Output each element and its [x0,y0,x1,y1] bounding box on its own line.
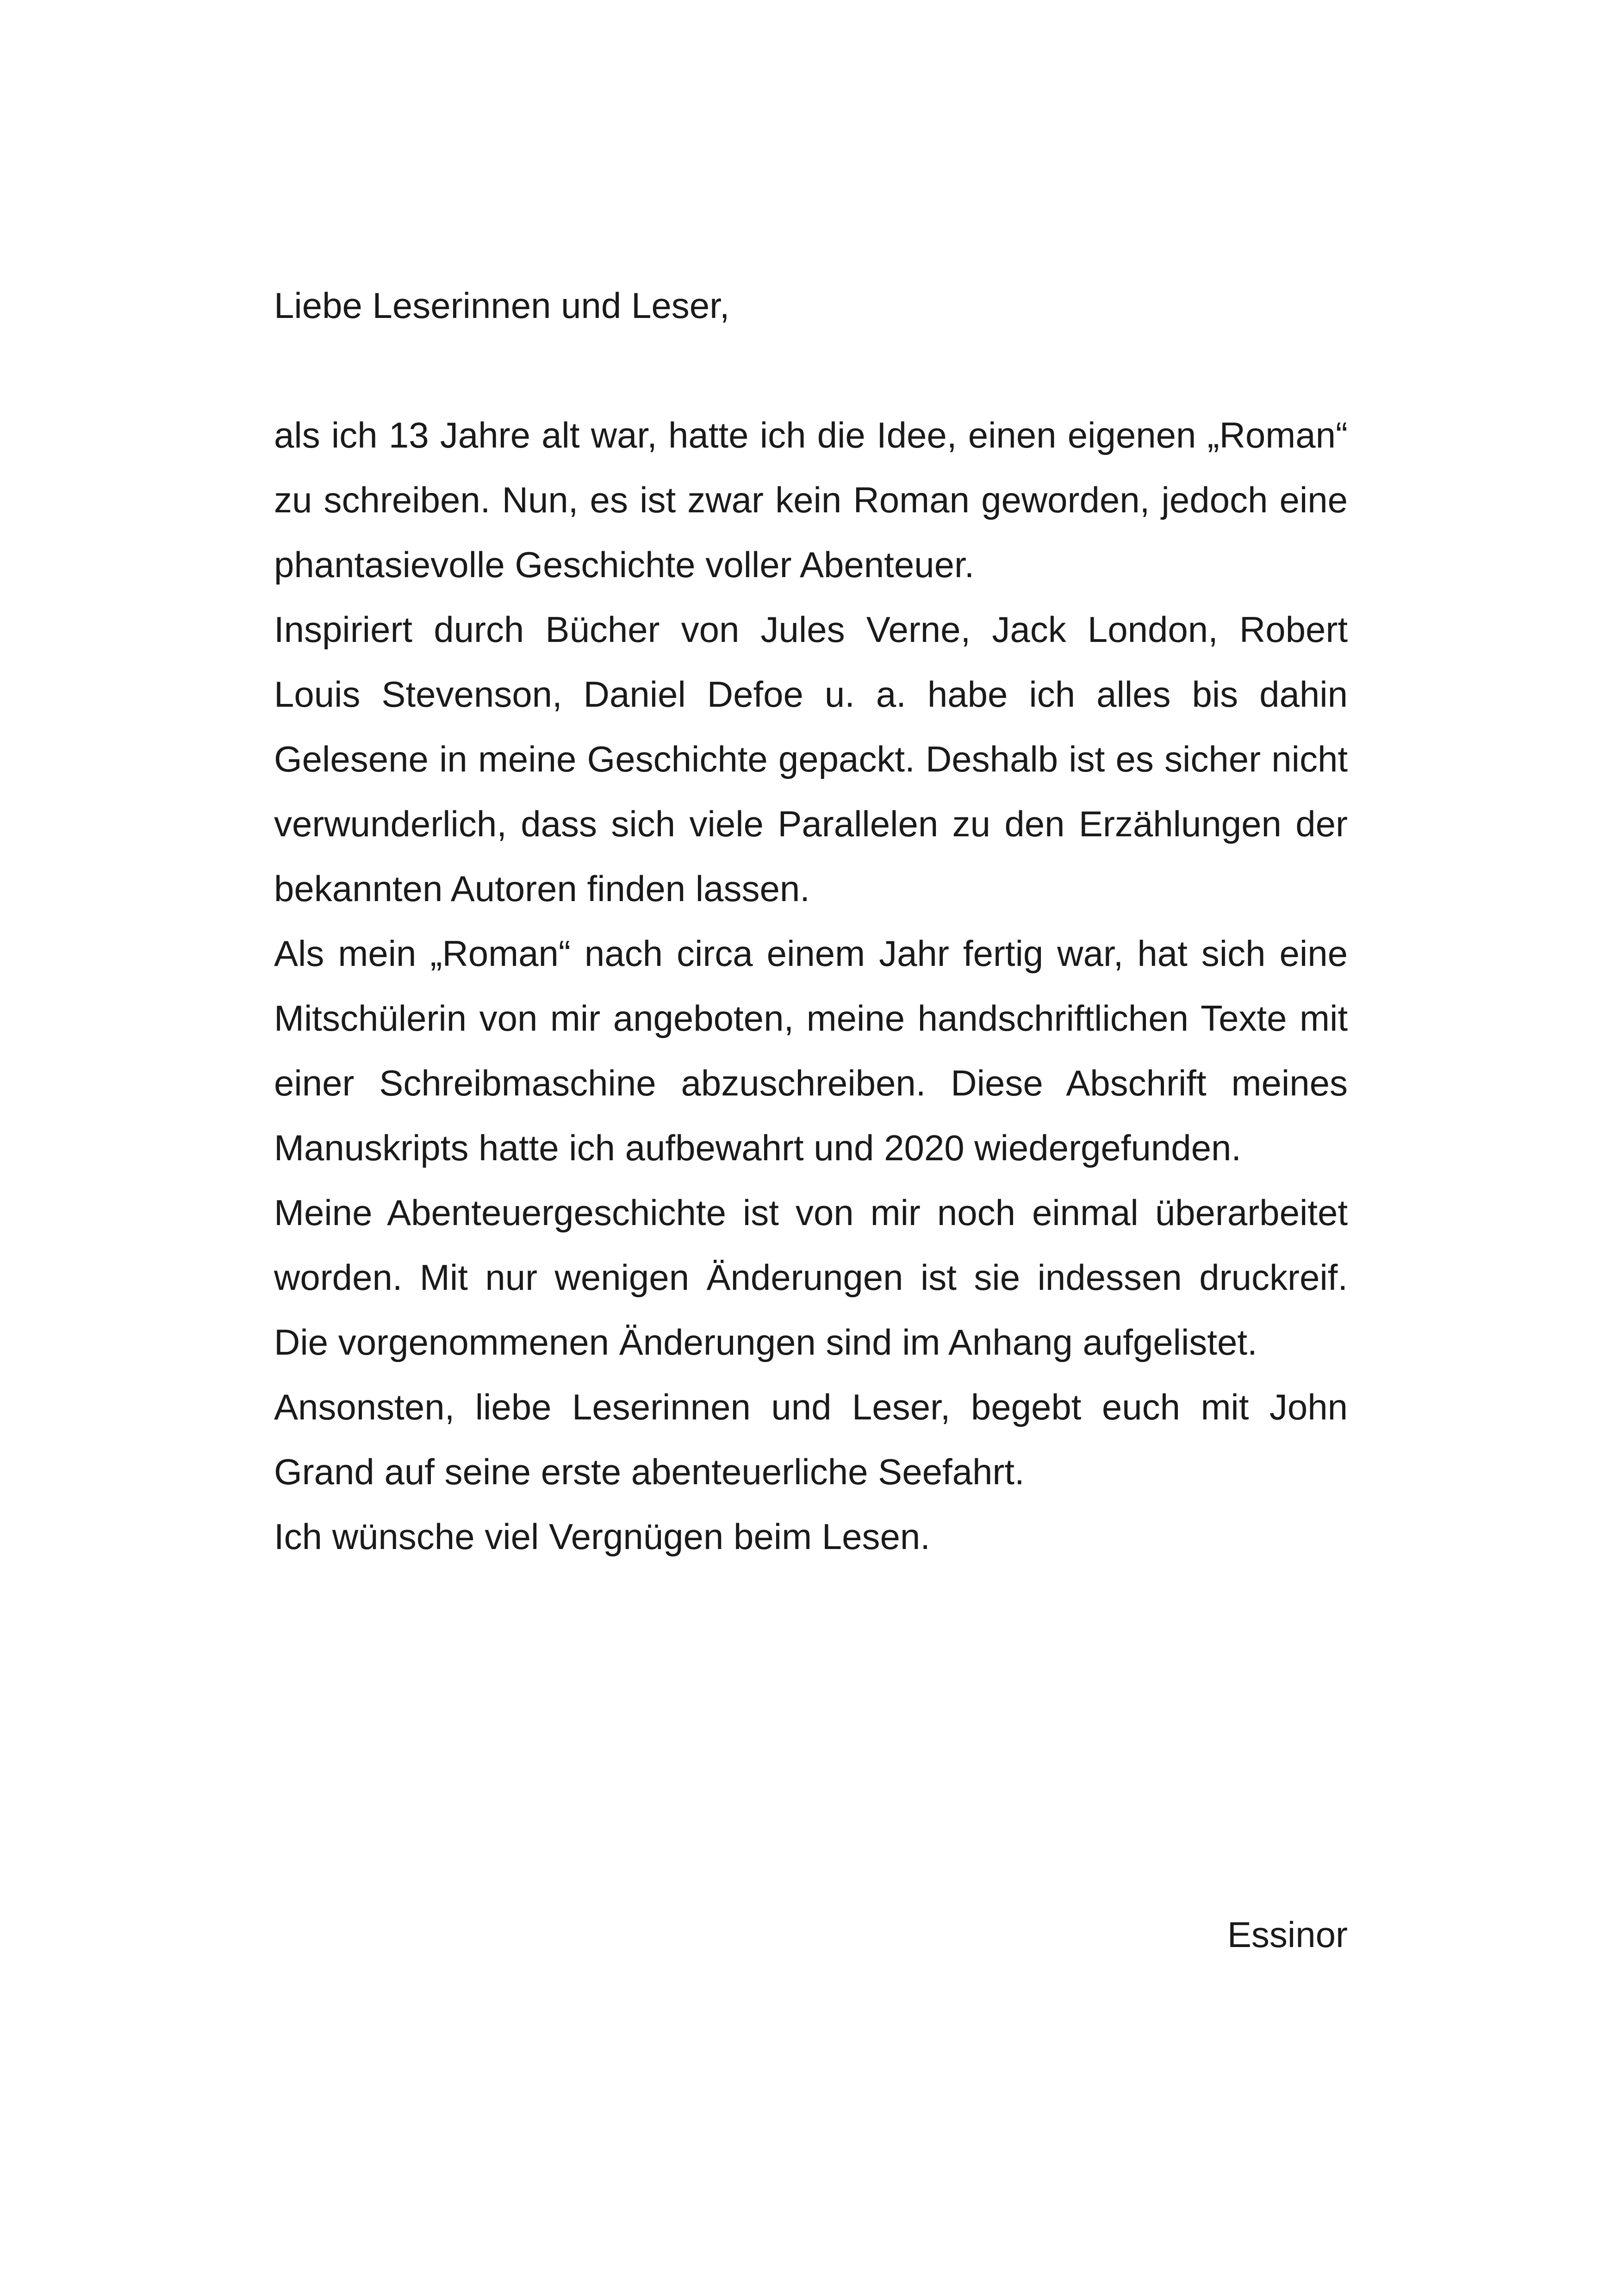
paragraph: Meine Abenteuergeschichte ist von mir noch einmal überarbeitet worden. Mit nur wenigen Änderungen ist sie indessen druckreif. Die vorgenommenen Änderungen sind im Anhang aufgelistet. [274,1192,1348,1363]
paragraph: Ich wünsche viel Vergnügen beim Lesen. [274,1516,930,1557]
letter-body [274,403,1348,1569]
salutation: Liebe Leserinnen und Leser, [274,285,730,326]
paragraph: Inspiriert durch Bücher von Jules Verne, Jack London, Robert Louis Stevenson, Daniel Defoe u. a. habe ich alles bis dahin Gelesene in meine Geschichte gepackt. Deshalb ist es sicher nicht verwunderlich, dass sich viele Parallelen zu den Erzählungen der bekannten Autoren finden lassen. [274,609,1348,909]
paragraph: Als mein „Roman“ nach circa einem Jahr fertig war, hat sich eine Mitschülerin von mir angeboten, meine handschriftlichen Texte mit einer Schreibmaschine abzuschreiben. Diese Abschrift meines Manuskripts hatte ich aufbewahrt und 2020 wiedergefunden. [274,933,1348,1168]
paragraph: Ansonsten, liebe Leserinnen und Leser, begebt euch mit John Grand auf seine erste abenteuerliche Seefahrt. [274,1387,1348,1492]
paragraph: als ich 13 Jahre alt war, hatte ich die Idee, einen eigenen „Roman“ zu schreiben. Nun, es ist zwar kein Roman geworden, jedoch eine phantasievolle Geschichte voller Abenteuer. [274,415,1348,585]
signature: Essinor [1227,1914,1348,1955]
